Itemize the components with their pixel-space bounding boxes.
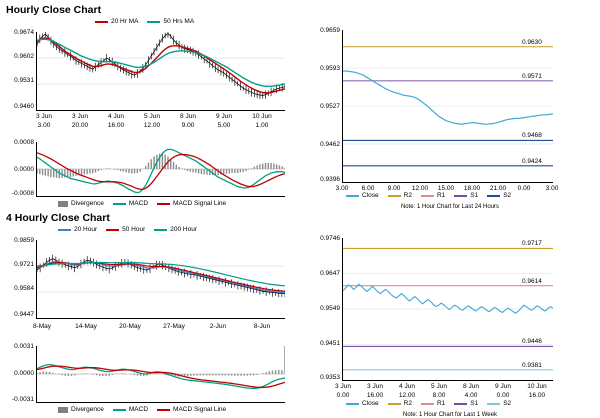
legend-item-r2-2 xyxy=(388,400,412,407)
series-line xyxy=(37,39,285,86)
hourly-price-xtick2-3: 12.00 xyxy=(143,122,161,129)
legend-item-s2 xyxy=(487,192,511,199)
hourly-pivot-note: Note: 1 Hour Chart for Last 24 Hours xyxy=(400,204,500,210)
hourly-pivot-xtick-2: 9.00 xyxy=(387,185,401,192)
hourly-pivot-xtick-0: 3.00 xyxy=(335,185,349,192)
four-hourly-pivot-xtick2-2: 12.00 xyxy=(398,392,416,399)
legend-label-s1-2: S1 xyxy=(470,400,479,407)
hourly-pivot-ytick-4: 0.9396 xyxy=(320,176,340,183)
legend-item-s2-2 xyxy=(487,400,511,407)
hourly-pivot-xtick-3: 12.00 xyxy=(411,185,429,192)
legend-label-r2: R2 xyxy=(403,192,412,199)
legend-label-20hour: 20 Hour xyxy=(74,226,98,233)
hourly-pivot-ytick-2: 0.9527 xyxy=(320,103,340,110)
four-hourly-chart-title: 4 Hourly Close Chart xyxy=(6,212,110,224)
hourly-price-xtick-0: 3 Jun xyxy=(36,113,52,120)
legend-label-s1: S1 xyxy=(470,192,479,199)
hourly-ma-legend xyxy=(95,18,194,25)
legend-swatch-macd-signal xyxy=(157,203,170,205)
hourly-price-ytick-0: 0.9674 xyxy=(14,29,34,36)
legend-item-r1 xyxy=(421,192,445,199)
hourly-macd-plot xyxy=(36,142,285,197)
legend-item-macd xyxy=(113,200,148,207)
four-hourly-price-xtick-4: 2-Jun xyxy=(209,323,227,330)
legend-swatch-divergence-2 xyxy=(58,407,68,413)
legend-swatch-macd xyxy=(113,203,126,205)
legend-swatch-r1 xyxy=(421,195,434,197)
legend-swatch-20hour xyxy=(58,229,71,231)
legend-swatch-r2-2 xyxy=(388,403,401,405)
four-hourly-pivot-xtick-3: 5 Jun xyxy=(431,383,447,390)
hourly-price-xtick-5: 9 Jun xyxy=(216,113,232,120)
four-hourly-pivot-panel xyxy=(300,224,600,418)
legend-item-20hour xyxy=(58,226,97,233)
legend-label-50hr-ma: 50 Hrs MA xyxy=(163,18,195,25)
four-hourly-macd-ytick-1: 0.0000 xyxy=(14,370,34,377)
four-hourly-price-ytick-3: 0.9447 xyxy=(14,311,34,318)
four-hourly-pivot-xtick-2: 4 Jun xyxy=(399,383,415,390)
hourly-price-xtick2-4: 9.00 xyxy=(181,122,195,129)
legend-label-s2-2: S2 xyxy=(503,400,512,407)
four-hourly-pivot-r1-value: 0.9614 xyxy=(522,277,542,285)
four-hourly-macd-ytick-0: 0.0031 xyxy=(14,343,34,350)
hourly-chart-title: Hourly Close Chart xyxy=(6,4,102,16)
legend-swatch-s2 xyxy=(487,195,500,197)
four-hourly-macd-plot xyxy=(36,346,285,403)
legend-item-s1 xyxy=(454,192,478,199)
hourly-price-xtick-1: 3 Jun xyxy=(72,113,88,120)
legend-label-close-2: Close xyxy=(362,400,379,407)
legend-swatch-50hr-ma xyxy=(147,21,160,23)
hourly-price-xtick2-0: 3.00 xyxy=(37,122,51,129)
hourly-pivot-s2-value: 0.9424 xyxy=(522,157,542,165)
four-hourly-macd-legend xyxy=(58,406,226,413)
legend-swatch-divergence xyxy=(58,201,68,207)
hourly-pivot-xtick-8: 3.00 xyxy=(545,185,559,192)
hourly-pivot-ytick-1: 0.9593 xyxy=(320,65,340,72)
legend-item-r2 xyxy=(388,192,412,199)
legend-label-50hour: 50 Hour xyxy=(122,226,146,233)
four-hourly-pivot-xtick-4: 8 Jun xyxy=(463,383,479,390)
four-hourly-pivot-ytick-4: 0.9353 xyxy=(320,374,340,381)
legend-item-r1-2 xyxy=(421,400,445,407)
four-hourly-pivot-xtick2-4: 4.00 xyxy=(464,392,478,399)
hourly-pivot-ytick-3: 0.9462 xyxy=(320,141,340,148)
legend-item-20hr-ma xyxy=(95,18,138,25)
hourly-pivot-xtick-1: 6.00 xyxy=(361,185,375,192)
chart-canvas xyxy=(343,238,553,380)
four-hourly-pivot-ytick-0: 0.9746 xyxy=(320,235,340,242)
legend-item-close xyxy=(346,192,379,199)
hourly-price-xtick2-1: 20.00 xyxy=(71,122,89,129)
hourly-price-xtick2-2: 16.00 xyxy=(107,122,125,129)
legend-swatch-20hr-ma xyxy=(95,21,108,23)
legend-label-macd-signal-2: MACD Signal Line xyxy=(173,406,227,413)
four-hourly-price-plot xyxy=(36,240,285,319)
four-hourly-price-ytick-1: 0.9721 xyxy=(14,261,34,268)
legend-item-macd-signal-2 xyxy=(157,406,226,413)
four-hourly-price-xtick-2: 20-May xyxy=(119,323,141,330)
four-hourly-price-ytick-2: 0.9584 xyxy=(14,285,34,292)
legend-label-r1-2: R1 xyxy=(436,400,446,407)
hourly-pivot-s1-value: 0.9468 xyxy=(522,132,542,140)
hourly-pivot-r1-value: 0.9571 xyxy=(522,72,542,80)
hourly-pivot-xtick-7: 0.00 xyxy=(517,185,531,192)
hourly-price-xtick-4: 8 Jun xyxy=(180,113,196,120)
legend-item-divergence xyxy=(58,200,104,207)
hourly-macd-ytick-1: 0.0000 xyxy=(14,166,34,173)
legend-item-macd-2 xyxy=(113,406,148,413)
four-hourly-pivot-ytick-1: 0.9647 xyxy=(320,270,340,277)
four-hourly-pivot-xtick2-6: 16.00 xyxy=(528,392,546,399)
four-hourly-macd-ytick-2: -0.0031 xyxy=(11,396,34,403)
legend-swatch-r2 xyxy=(388,195,401,197)
legend-label-macd-2: MACD xyxy=(128,406,149,413)
legend-swatch-close-2 xyxy=(346,403,359,405)
four-hourly-pivot-xtick2-0: 0.00 xyxy=(336,392,350,399)
legend-label-200hour: 200 Hour xyxy=(170,226,197,233)
legend-swatch-50hour xyxy=(106,229,119,231)
four-hourly-pivot-legend xyxy=(346,400,511,407)
four-hourly-pivot-ytick-2: 0.9549 xyxy=(320,305,340,312)
four-hourly-pivot-s1-value: 0.9446 xyxy=(522,338,542,346)
hourly-price-xtick-6: 10 Jun xyxy=(252,113,272,120)
hourly-pivot-xtick-6: 21.00 xyxy=(489,185,507,192)
legend-label-divergence-2: Divergence xyxy=(71,406,104,413)
legend-item-50hour xyxy=(106,226,145,233)
four-hourly-price-xtick-1: 14-May xyxy=(75,323,97,330)
four-hourly-pivot-ytick-3: 0.9451 xyxy=(320,340,340,347)
hourly-pivot-panel xyxy=(300,16,600,210)
legend-item-close-2 xyxy=(346,400,379,407)
hourly-macd-ytick-0: 0.0008 xyxy=(14,139,34,146)
four-hourly-pivot-xtick2-5: 0.00 xyxy=(496,392,510,399)
legend-item-200hour xyxy=(154,226,197,233)
hourly-price-ytick-3: 0.9460 xyxy=(14,103,34,110)
hourly-price-plot xyxy=(36,32,285,111)
hourly-price-xtick2-5: 5.00 xyxy=(217,122,231,129)
legend-swatch-200hour xyxy=(154,229,167,231)
legend-label-close: Close xyxy=(362,192,379,199)
hourly-pivot-ytick-0: 0.9659 xyxy=(320,27,340,34)
four-hourly-pivot-xtick-1: 3 Jun xyxy=(367,383,383,390)
hourly-pivot-legend xyxy=(346,192,511,199)
four-hourly-pivot-note: Note: 1 Hour Chart for Last 1 Week xyxy=(403,412,497,418)
chart-canvas xyxy=(37,240,285,318)
legend-label-20hr-ma: 20 Hr MA xyxy=(111,18,139,25)
four-hourly-ma-legend xyxy=(58,226,197,233)
legend-item-50hr-ma xyxy=(147,18,194,25)
chart-canvas xyxy=(37,142,285,196)
four-hourly-pivot-xtick-6: 10 Jun xyxy=(527,383,547,390)
legend-label-s2: S2 xyxy=(503,192,512,199)
four-hourly-pivot-xtick2-3: 8.00 xyxy=(432,392,446,399)
four-hourly-price-xtick-0: 8-May xyxy=(32,323,52,330)
legend-swatch-close xyxy=(346,195,359,197)
hourly-macd-legend xyxy=(58,200,226,207)
four-hourly-price-ytick-0: 0.9859 xyxy=(14,237,34,244)
legend-swatch-s1 xyxy=(454,195,467,197)
hourly-price-ytick-2: 0.9531 xyxy=(14,77,34,84)
legend-swatch-r1-2 xyxy=(421,403,434,405)
legend-label-r1: R1 xyxy=(436,192,446,199)
legend-label-macd: MACD xyxy=(128,200,149,207)
legend-label-divergence: Divergence xyxy=(71,200,104,207)
legend-swatch-s2-2 xyxy=(487,403,500,405)
hourly-price-xtick-3: 5 Jun xyxy=(144,113,160,120)
legend-swatch-s1-2 xyxy=(454,403,467,405)
series-line xyxy=(37,153,285,189)
legend-swatch-macd-2 xyxy=(113,409,126,411)
series-line xyxy=(37,38,285,93)
hourly-price-panel xyxy=(0,16,300,206)
hourly-pivot-xtick-4: 15.00 xyxy=(437,185,455,192)
hourly-pivot-xtick-5: 18.00 xyxy=(463,185,481,192)
legend-swatch-macd-signal-2 xyxy=(157,409,170,411)
hourly-price-ytick-1: 0.9602 xyxy=(14,53,34,60)
four-hourly-pivot-r2-value: 0.9717 xyxy=(522,240,542,248)
four-hourly-price-xtick-3: 27-May xyxy=(163,323,185,330)
legend-label-r2-2: R2 xyxy=(403,400,412,407)
four-hourly-price-xtick-5: 8-Jun xyxy=(253,323,271,330)
hourly-macd-ytick-2: -0.0008 xyxy=(11,190,34,197)
legend-item-s1-2 xyxy=(454,400,478,407)
hourly-pivot-r2-value: 0.9630 xyxy=(522,38,542,46)
four-hourly-pivot-xtick2-1: 16.00 xyxy=(366,392,384,399)
chart-canvas xyxy=(37,346,285,402)
four-hourly-pivot-xtick-0: 3 Jun xyxy=(335,383,351,390)
four-hourly-price-panel xyxy=(0,224,300,414)
hourly-price-xtick2-6: 1.00 xyxy=(255,122,269,129)
legend-item-macd-signal xyxy=(157,200,226,207)
four-hourly-pivot-s2-value: 0.9381 xyxy=(522,361,542,369)
hourly-price-xtick-2: 4 Jun xyxy=(108,113,124,120)
legend-label-macd-signal: MACD Signal Line xyxy=(173,200,227,207)
chart-canvas xyxy=(37,32,285,110)
legend-item-divergence-2 xyxy=(58,406,104,413)
four-hourly-pivot-xtick-5: 9 Jun xyxy=(495,383,511,390)
four-hourly-pivot-plot xyxy=(342,238,553,381)
